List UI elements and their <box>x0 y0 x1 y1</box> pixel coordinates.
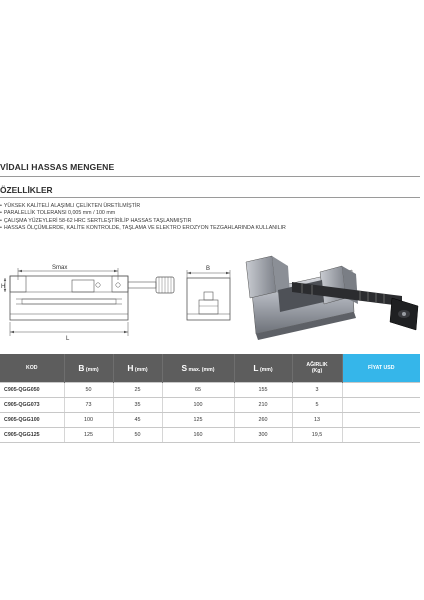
cell-s: 65 <box>162 383 234 398</box>
cell-weight: 5 <box>292 398 342 413</box>
cell-weight: 13 <box>292 413 342 428</box>
feature-item: • HASSAS ÖLÇÜMLERDE, KALİTE KONTROLDE, TAŞLAMA VE ELEKTRO EROZYON TEZGAHLARINDA KULLANILIR <box>0 225 286 232</box>
spec-table <box>0 354 420 443</box>
cell-h: 35 <box>113 398 162 413</box>
cell-b: 73 <box>64 398 113 413</box>
b-label: B <box>206 266 211 272</box>
cell-h: 45 <box>113 413 162 428</box>
features-divider <box>0 197 420 198</box>
cell-price <box>342 413 420 428</box>
cell-weight: 19,5 <box>292 428 342 443</box>
cell-b: 50 <box>64 383 113 398</box>
h-label: H <box>1 284 6 290</box>
features-list <box>0 203 286 233</box>
vise-product-image <box>242 252 424 342</box>
cell-s: 100 <box>162 398 234 413</box>
table-row <box>0 383 420 398</box>
cell-price <box>342 398 420 413</box>
feature-item: • PARALELLİK TOLERANSI 0,005 mm / 100 mm <box>0 210 116 217</box>
table-row <box>0 398 420 413</box>
header-price: FİYAT USD <box>342 354 420 383</box>
bullet: • <box>0 217 2 224</box>
cell-kod: C905-QGG050 <box>0 383 64 398</box>
cell-price <box>342 428 420 443</box>
cell-kod: C905-QGG100 <box>0 413 64 428</box>
cell-l: 210 <box>234 398 292 413</box>
feature-item: • YÜKSEK KALİTELİ ALAŞIMLI ÇELİKTEN ÜRETİLMİŞTİR <box>0 203 141 209</box>
l-label: L <box>66 336 70 342</box>
header-h: H (mm) <box>113 354 162 383</box>
table-row <box>0 413 420 428</box>
smax-label: Smax <box>52 265 68 271</box>
cell-l: 260 <box>234 413 292 428</box>
front-technical-drawing <box>0 262 182 342</box>
cell-l: 300 <box>234 428 292 443</box>
cell-kod: C905-QGG125 <box>0 428 64 443</box>
cell-kod: C905-QGG073 <box>0 398 64 413</box>
cell-s: 125 <box>162 413 234 428</box>
cell-price <box>342 383 420 398</box>
feature-item: • ÇALIŞMA YÜZEYLERİ 58-62 HRC SERTLEŞTİRİLİP HASSAS TAŞLANMIŞTIR <box>0 217 192 224</box>
bullet: • <box>0 203 2 209</box>
features-heading: ÖZELLİKLER <box>0 185 53 195</box>
side-technical-drawing <box>183 262 237 326</box>
table-header-row <box>0 354 420 383</box>
header-l: L (mm) <box>234 354 292 383</box>
cell-s: 160 <box>162 428 234 443</box>
cell-b: 100 <box>64 413 113 428</box>
bullet: • <box>0 210 2 217</box>
header-kod: KOD <box>0 354 64 383</box>
table-row <box>0 428 420 443</box>
page-title: VİDALI HASSAS MENGENE <box>0 162 115 172</box>
title-divider <box>0 176 420 177</box>
header-b: B (mm) <box>64 354 113 383</box>
bullet: • <box>0 225 2 232</box>
cell-b: 125 <box>64 428 113 443</box>
cell-h: 25 <box>113 383 162 398</box>
header-weight: AĞIRLIK (Kg) <box>292 354 342 383</box>
cell-weight: 3 <box>292 383 342 398</box>
cell-h: 50 <box>113 428 162 443</box>
cell-l: 155 <box>234 383 292 398</box>
header-s: S max. (mm) <box>162 354 234 383</box>
